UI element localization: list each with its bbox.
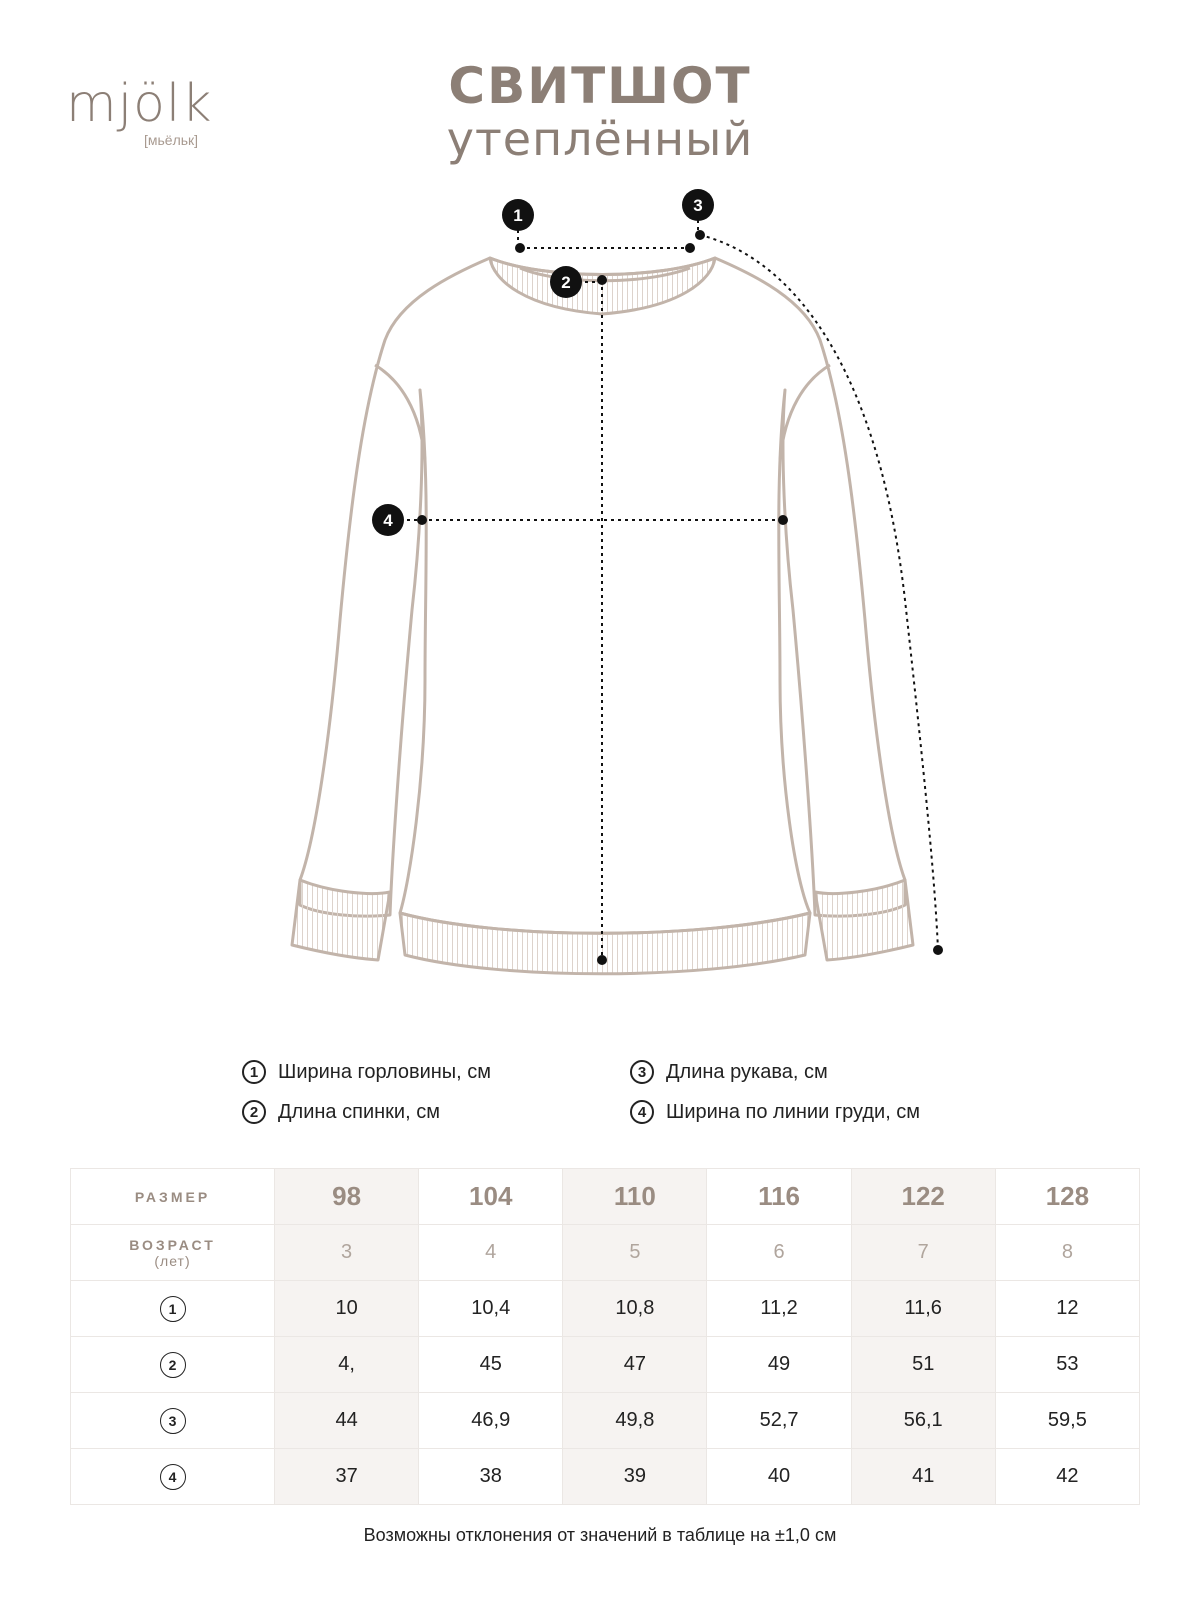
product-title-main: СВИТШОТ bbox=[448, 57, 752, 115]
marker-1 bbox=[502, 199, 534, 231]
value-cell: 49,8 bbox=[563, 1393, 707, 1449]
tolerance-note: Возможны отклонения от значений в таблице на ±1,0 см bbox=[363, 1525, 837, 1545]
value-cell: 53 bbox=[995, 1337, 1139, 1393]
value-cell: 52,7 bbox=[707, 1393, 851, 1449]
marker-4 bbox=[372, 504, 404, 536]
value-cell: 46,9 bbox=[419, 1393, 563, 1449]
product-title-sub: утеплённый bbox=[446, 112, 754, 166]
age-header bbox=[71, 1225, 275, 1281]
size-chart-table bbox=[70, 1168, 1140, 1505]
size-cell: 128 bbox=[995, 1169, 1139, 1225]
age-cell: 4 bbox=[419, 1225, 563, 1281]
value-cell: 11,6 bbox=[851, 1281, 995, 1337]
row-number-cell bbox=[71, 1393, 275, 1449]
value-cell: 10,8 bbox=[563, 1281, 707, 1337]
table-row-back-length bbox=[71, 1337, 1140, 1393]
marker-4-label: 4 bbox=[383, 511, 393, 530]
marker-2-label: 2 bbox=[561, 273, 571, 292]
value-cell: 42 bbox=[995, 1449, 1139, 1505]
row-number: 1 bbox=[160, 1296, 186, 1322]
value-cell: 47 bbox=[563, 1337, 707, 1393]
value-cell: 51 bbox=[851, 1337, 995, 1393]
row-number-cell bbox=[71, 1449, 275, 1505]
value-cell: 49 bbox=[707, 1337, 851, 1393]
table-row-ages bbox=[71, 1225, 1140, 1281]
size-cell: 122 bbox=[851, 1169, 995, 1225]
value-cell: 56,1 bbox=[851, 1393, 995, 1449]
age-header-unit: (лет) bbox=[154, 1252, 191, 1269]
sweatshirt-measurement-diagram bbox=[0, 180, 1200, 1000]
value-cell: 12 bbox=[995, 1281, 1139, 1337]
marker-3 bbox=[682, 189, 714, 221]
legend-number: 2 bbox=[242, 1100, 266, 1124]
legend-item-neck-width bbox=[242, 1060, 491, 1084]
legend-label: Ширина горловины, см bbox=[278, 1060, 492, 1083]
age-cell: 5 bbox=[563, 1225, 707, 1281]
value-cell: 4, bbox=[275, 1337, 419, 1393]
legend-label: Ширина по линии груди, см bbox=[666, 1100, 921, 1123]
value-cell: 10,4 bbox=[419, 1281, 563, 1337]
table-row-chest-width bbox=[71, 1449, 1140, 1505]
value-cell: 41 bbox=[851, 1449, 995, 1505]
table-row-sizes bbox=[71, 1169, 1140, 1225]
value-cell: 39 bbox=[563, 1449, 707, 1505]
marker-3-label: 3 bbox=[693, 196, 703, 215]
marker-1-label: 1 bbox=[513, 206, 523, 225]
value-cell: 38 bbox=[419, 1449, 563, 1505]
row-number: 3 bbox=[160, 1408, 186, 1434]
size-cell: 98 bbox=[275, 1169, 419, 1225]
legend-item-chest-width bbox=[630, 1100, 920, 1124]
legend-number: 3 bbox=[630, 1060, 654, 1084]
value-cell: 37 bbox=[275, 1449, 419, 1505]
value-cell: 40 bbox=[707, 1449, 851, 1505]
table-row-neck-width bbox=[71, 1281, 1140, 1337]
size-cell: 104 bbox=[419, 1169, 563, 1225]
size-cell: 116 bbox=[707, 1169, 851, 1225]
marker-2 bbox=[550, 266, 582, 298]
table-row-sleeve-length bbox=[71, 1393, 1140, 1449]
value-cell: 11,2 bbox=[707, 1281, 851, 1337]
row-number: 4 bbox=[160, 1464, 186, 1490]
age-cell: 8 bbox=[995, 1225, 1139, 1281]
row-number-cell bbox=[71, 1337, 275, 1393]
value-cell: 59,5 bbox=[995, 1393, 1139, 1449]
size-cell: 110 bbox=[563, 1169, 707, 1225]
age-cell: 6 bbox=[707, 1225, 851, 1281]
value-cell: 44 bbox=[275, 1393, 419, 1449]
legend-item-sleeve-length bbox=[630, 1060, 828, 1084]
size-header: РАЗМЕР bbox=[71, 1169, 275, 1225]
logo-wordmark: mjölk bbox=[66, 74, 213, 134]
legend-item-back-length bbox=[242, 1100, 440, 1124]
legend-label: Длина рукава, см bbox=[666, 1060, 828, 1083]
logo-transcription: [мьёльк] bbox=[144, 132, 199, 148]
product-title bbox=[0, 58, 1200, 164]
legend-number: 1 bbox=[242, 1060, 266, 1084]
age-cell: 7 bbox=[851, 1225, 995, 1281]
value-cell: 10 bbox=[275, 1281, 419, 1337]
age-header-label: ВОЗРАСТ bbox=[129, 1236, 216, 1253]
legend-number: 4 bbox=[630, 1100, 654, 1124]
legend-label: Длина спинки, см bbox=[278, 1100, 440, 1123]
age-cell: 3 bbox=[275, 1225, 419, 1281]
row-number: 2 bbox=[160, 1352, 186, 1378]
row-number-cell bbox=[71, 1281, 275, 1337]
value-cell: 45 bbox=[419, 1337, 563, 1393]
